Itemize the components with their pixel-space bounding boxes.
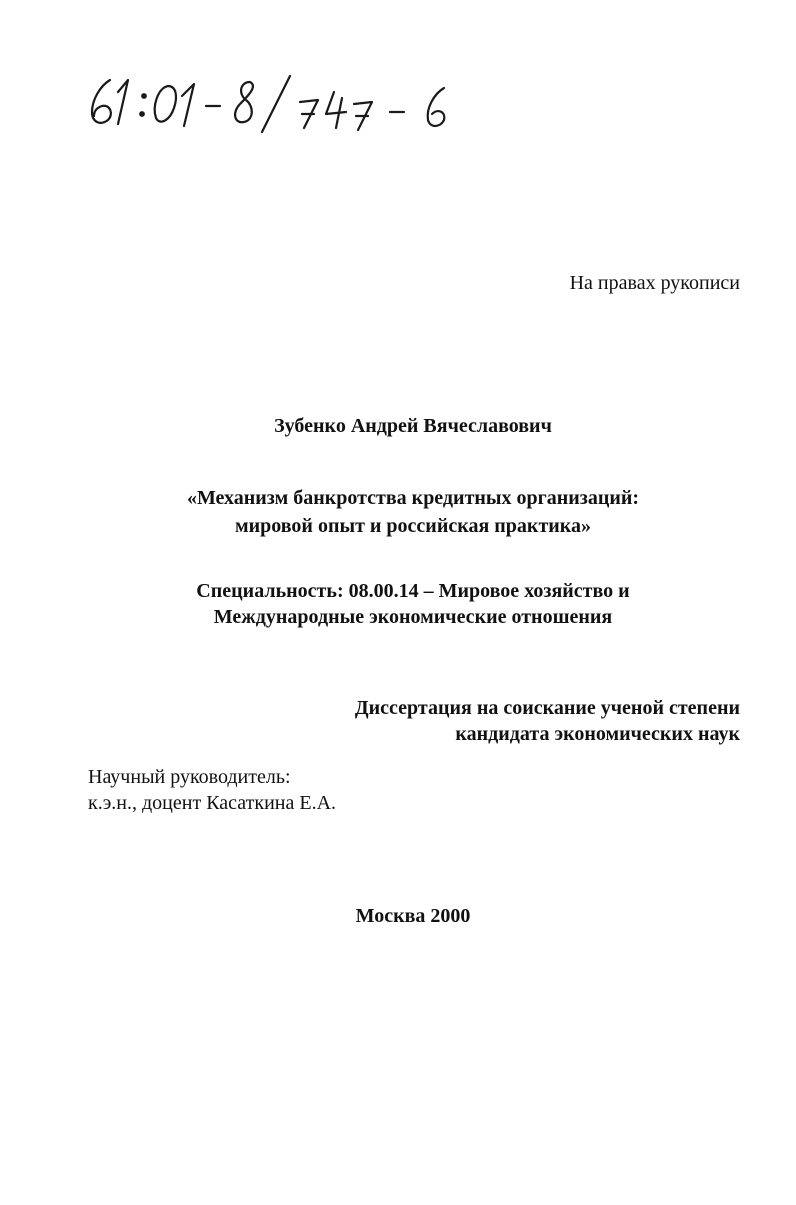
handwritten-archive-code xyxy=(78,62,478,142)
specialty-block xyxy=(0,578,796,630)
supervisor-label: Научный руководитель: xyxy=(88,766,291,788)
city-year: Москва 2000 xyxy=(355,905,471,927)
supervisor-name: к.э.н., доцент Касаткина Е.А. xyxy=(88,792,337,814)
title-line-1: «Механизм банкротства кредитных организаций: xyxy=(186,487,640,509)
degree-line-2: кандидата экономических наук xyxy=(455,723,740,745)
manuscript-rights-note: На правах рукописи xyxy=(569,272,740,294)
supervisor-block xyxy=(88,764,336,816)
dissertation-title xyxy=(0,484,796,540)
author-name: Зубенко Андрей Вячеславович xyxy=(274,415,552,437)
specialty-line-2: Международные экономические отношения xyxy=(213,606,613,628)
degree-line-1: Диссертация на соискание ученой степени xyxy=(354,697,740,719)
degree-statement xyxy=(355,695,740,747)
title-line-2: мировой опыт и российская практика» xyxy=(234,515,592,537)
specialty-line-1: Специальность: 08.00.14 – Мировое хозяйство и xyxy=(196,580,630,602)
handwritten-code-drawing xyxy=(78,62,478,142)
